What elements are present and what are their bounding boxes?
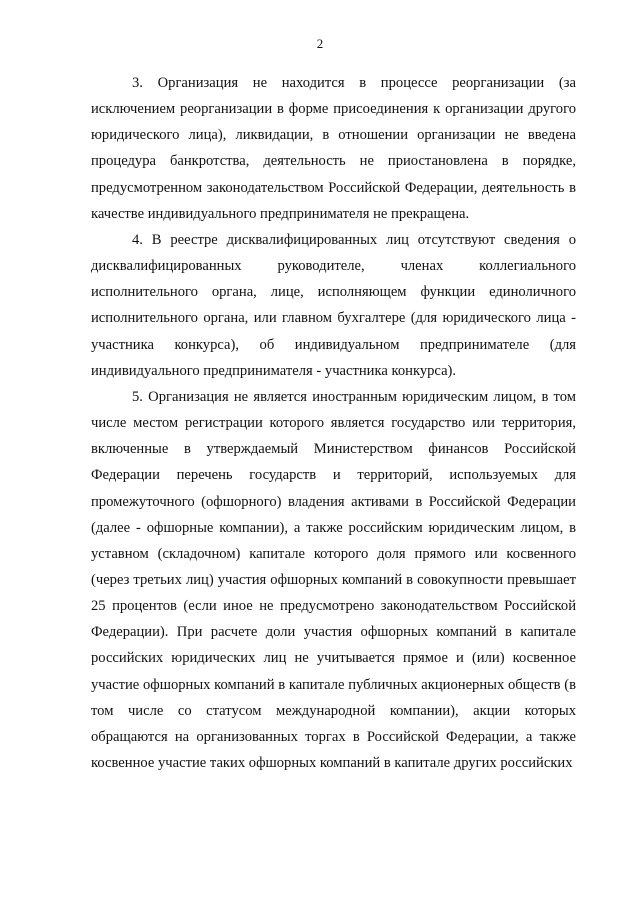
- document-body: [91, 70, 576, 776]
- paragraph-item-3: 3. Организация не находится в процессе реорганизации (за исключением реорганизации в форме присоединения к организации другого юридического лица), ликвидации, в отношении организации не введена процедура банкротства, деятельность не приостановлена в порядке, предусмотренном законодательством Российской Федерации, деятельность в качестве индивидуального предпринимателя не прекращена.: [91, 75, 576, 222]
- page-number: 2: [316, 36, 324, 51]
- paragraph-item-4: 4. В реестре дисквалифицированных лиц отсутствуют сведения о дисквалифицированных руководителе, членах коллегиального исполнительного органа, лице, исполняющем функции единоличного исполнительного органа, или главном бухгалтере (для юридического лица - участника конкурса), об индивидуальном предпринимателе (для индивидуального предпринимателя - участника конкурса).: [91, 231, 576, 379]
- paragraph-item-5: 5. Организация не является иностранным юридическим лицом, в том числе местом регистрации которого является государство или территория, включенные в утверждаемый Министерством финансов Российской Федерации перечень государств и территорий, используемых для промежуточного (офшорного) владения активами в Российской Федерации (далее - офшорные компании), а также российским юридическим лицом, в уставном (складочном) капитале которого доля прямого или косвенного (через третьих лиц) участия офшорных компаний в совокупности превышает 25 процентов (если иное не предусмотрено законодательством Российской Федерации). При расчете доли участия офшорных компаний в капитале российских юридических лиц не учитывается прямое и (или) косвенное участие офшорных компаний в капитале публичных акционерных обществ (в том числе со статусом международной компании), акции которых обращаются на организованных торгах в Российской Федерации, а также косвенное участие таких офшорных компаний в капитале других российских: [91, 388, 576, 772]
